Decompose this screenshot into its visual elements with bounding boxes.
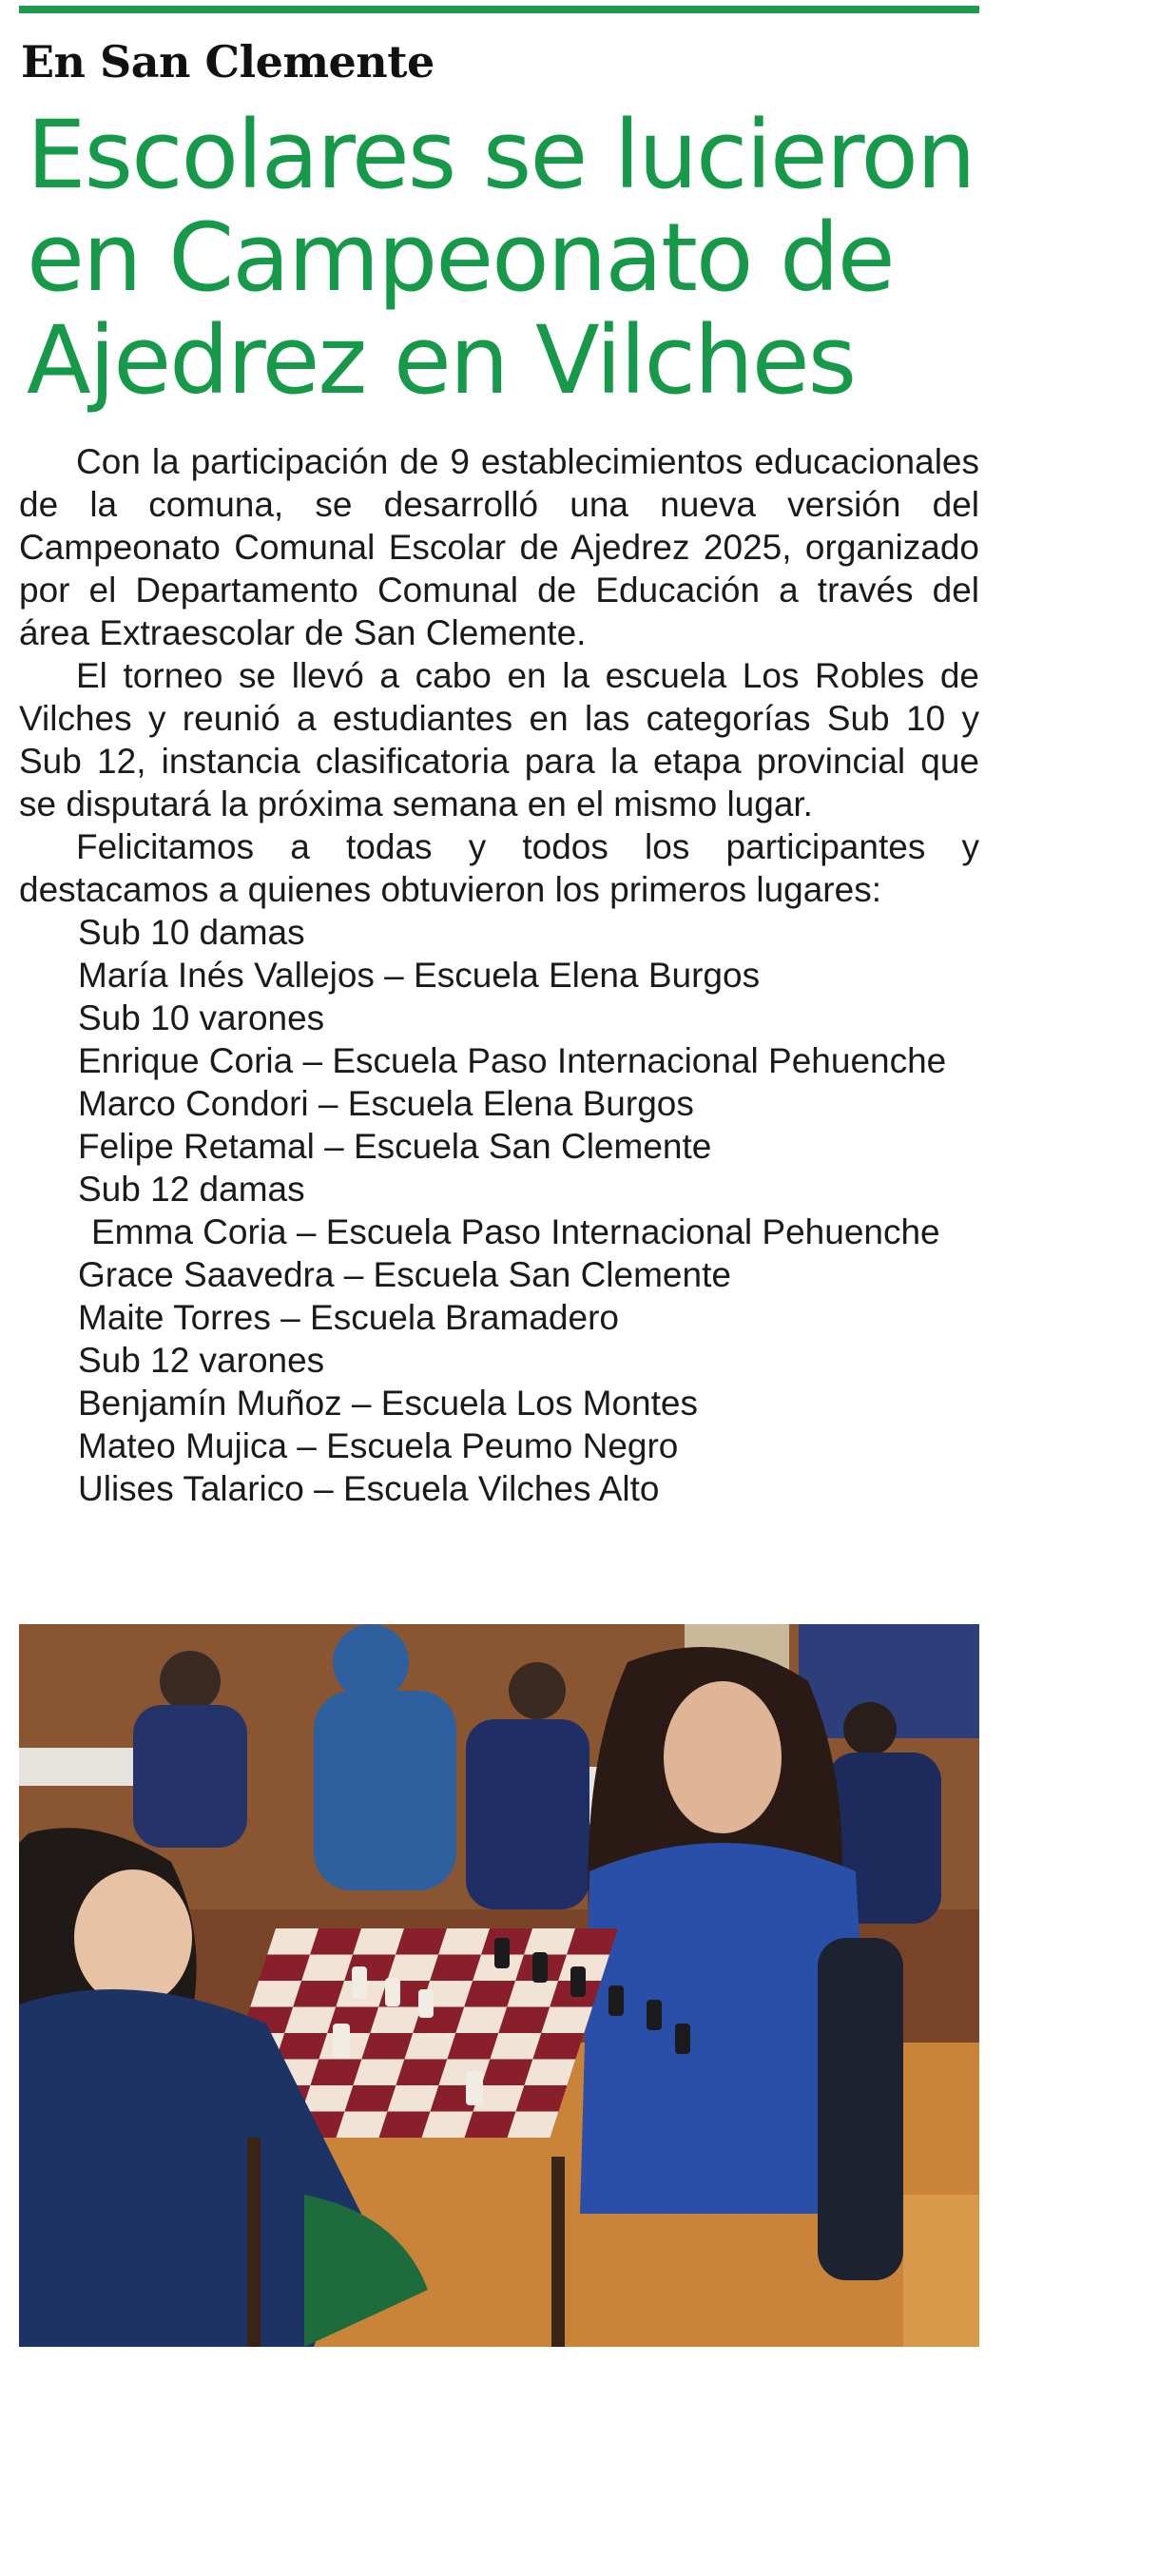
section-rule	[19, 6, 979, 13]
article-photo	[19, 1624, 979, 2347]
result-item: Marco Condori – Escuela Elena Burgos	[78, 1084, 694, 1123]
board-square	[438, 1928, 490, 1955]
headline-line: Ajedrez en Vilches	[27, 306, 856, 416]
result-item: Felipe Retamal – Escuela San Clemente	[78, 1127, 712, 1166]
category-label: Sub 12 damas	[78, 1170, 305, 1209]
paragraph: Con la participación de 9 establecimientos educacionales de la comuna, se desarrolló una nueva versión del Campeonato Comunal Escolar de Ajedrez 2025, organizado por el Departamento Comunal de Educación a través del área Extraescolar de San Clemente.	[19, 442, 979, 652]
board-square	[455, 2007, 507, 2034]
board-square	[337, 2112, 388, 2139]
board-square	[524, 2060, 575, 2086]
board-square	[301, 1955, 353, 1982]
board-square	[387, 2085, 438, 2112]
paragraph: Felicitamos a todas y todos los participantes y destacamos a quienes obtuvieron los primeros lugares:	[19, 827, 979, 909]
headline-line: en Campeonato de	[27, 203, 894, 313]
board-square	[404, 2033, 455, 2060]
result-item: María Inés Vallejos – Escuela Elena Burgos	[78, 956, 761, 995]
result-item: Enrique Coria – Escuela Paso Internacional Pehuenche	[78, 1041, 947, 1080]
board-square	[387, 1955, 438, 1982]
board-square	[507, 1981, 558, 2007]
result-item: Maite Torres – Escuela Bramadero	[78, 1298, 619, 1337]
chess-tournament-illustration	[19, 1624, 979, 2347]
board-square	[250, 1981, 301, 2007]
headline-line: Escolares se lucieron	[27, 101, 975, 210]
board-square	[524, 1928, 575, 1955]
category-label: Sub 10 varones	[78, 998, 325, 1037]
board-square	[422, 2112, 473, 2139]
headline	[27, 101, 977, 416]
board-square	[541, 2007, 592, 2034]
paragraph: El torneo se llevó a cabo en la escuela Los Robles de Vilches y reunió a estudiantes en las categorías Sub 10 y Sub 12, instancia clasificatoria para la etapa provincial que se disputará la próxima semana en el mismo lugar.	[19, 656, 979, 823]
result-item: Ulises Talarico – Escuela Vilches Alto	[78, 1469, 660, 1508]
result-item: Benjamín Muñoz – Escuela Los Montes	[78, 1384, 698, 1423]
result-item: Grace Saavedra – Escuela San Clemente	[78, 1255, 731, 1294]
board-square	[370, 2007, 421, 2034]
category-label: Sub 12 varones	[78, 1341, 325, 1380]
board-square	[353, 1928, 404, 1955]
board-square	[508, 2112, 559, 2139]
board-square	[353, 2060, 404, 2086]
section-label: En San Clemente	[21, 36, 435, 87]
board-square	[490, 2033, 541, 2060]
board-square	[267, 1928, 319, 1955]
board-square	[301, 2085, 353, 2112]
board-square	[284, 2007, 336, 2034]
category-label: Sub 10 damas	[78, 913, 305, 952]
result-item: Emma Coria – Escuela Paso Internacional Pehuenche	[91, 1212, 940, 1251]
article-body	[19, 440, 979, 1510]
result-item: Mateo Mujica – Escuela Peumo Negro	[78, 1426, 679, 1465]
